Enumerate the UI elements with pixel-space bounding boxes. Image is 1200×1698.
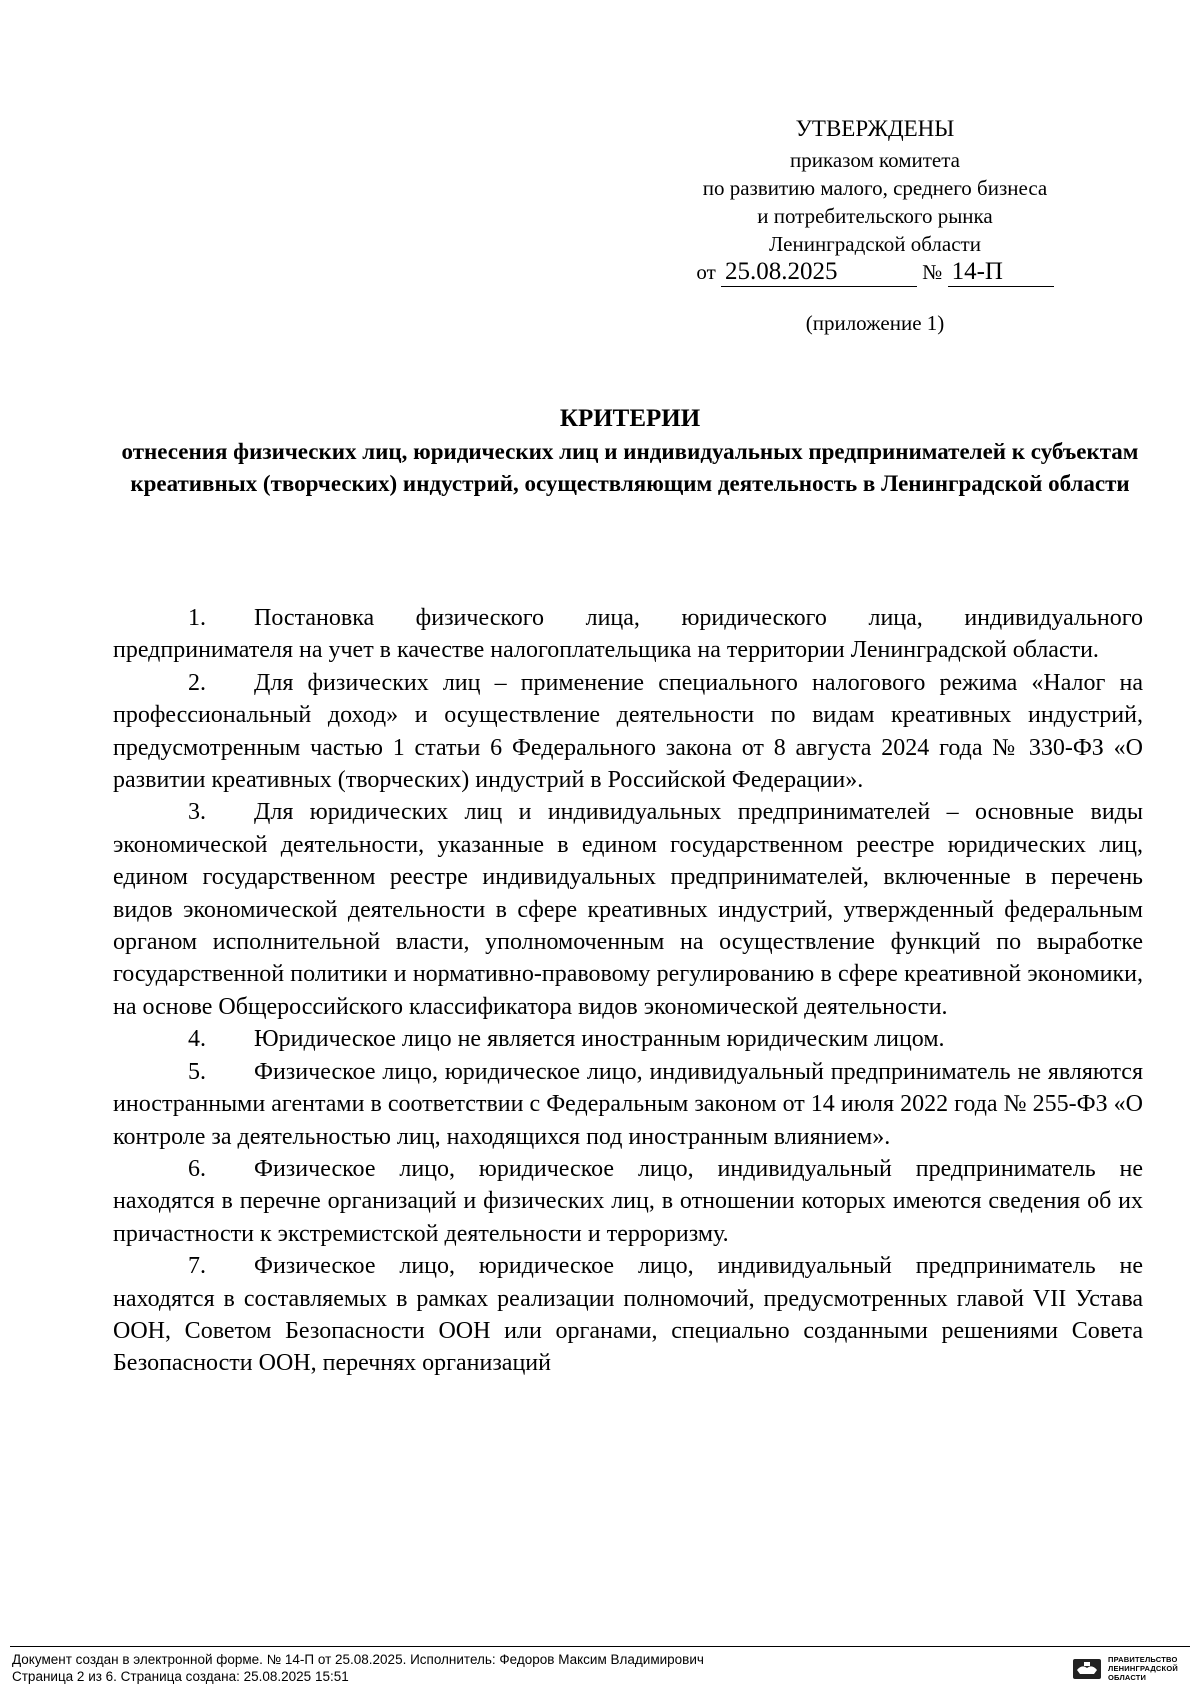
- coat-of-arms-icon: [1072, 1656, 1102, 1682]
- item-number: 1.: [188, 605, 206, 631]
- government-label: [1108, 1655, 1178, 1682]
- item-number: 2.: [188, 669, 206, 696]
- gov-line: ЛЕНИНГРАДСКОЙ: [1108, 1664, 1178, 1673]
- criteria-list: [113, 602, 1143, 1380]
- footer-info: [12, 1651, 704, 1685]
- gov-line: ПРАВИТЕЛЬСТВО: [1108, 1655, 1178, 1664]
- footer-line-document: Документ создан в электронной форме. № 14-П от 25.08.2025. Исполнитель: Федоров Максим Владимирович: [12, 1652, 704, 1667]
- item-text: Физическое лицо, юридическое лицо, индивидуальный предприниматель не являются иностранными агентами в соответствии с Федеральным законом от 14 июля 2022 года № 255-ФЗ «О контроле за деятельностью лиц, находящихся под иностранным влиянием».: [113, 1058, 1143, 1150]
- appendix-label: (приложение 1): [805, 311, 945, 335]
- date-prefix: от: [696, 260, 716, 284]
- approval-line: Ленинградской области: [769, 232, 981, 256]
- title-subtitle: отнесения физических лиц, юридических лиц и индивидуальных предпринимателей к субъектам креативных (творческих) индустрий, осуществляющим деятельность в Ленинградской области: [121, 439, 1139, 496]
- approval-heading: УТВЕРЖДЕНЫ: [795, 116, 955, 141]
- document-title: [110, 402, 1150, 500]
- gov-line: ОБЛАСТИ: [1108, 1673, 1147, 1682]
- item-text: Физическое лицо, юридическое лицо, индивидуальный предприниматель не находятся в перечне организаций и физических лиц, в отношении которых имеются сведения об их причастности к экстремистской деятельности и терроризму.: [113, 1155, 1143, 1247]
- item-number: 7.: [188, 1253, 206, 1280]
- list-item: [113, 602, 1143, 667]
- footer-divider: [10, 1646, 1190, 1647]
- list-item: [113, 667, 1143, 797]
- page-footer: [0, 1646, 1200, 1698]
- approval-block: [640, 112, 1110, 337]
- item-text: Для юридических лиц и индивидуальных предпринимателей – основные виды экономической деятельности, указанные в едином государственном реестре юридических лиц, едином государственном реестре индивидуальных предпринимателей, включенные в перечень видов экономической деятельности в сфере креативных индустрий, утвержденный федеральным органом исполнительной власти, уполномоченным на осуществление функций по выработке государственной политики и нормативно-правовому регулированию в сфере креативной экономики, на основе Общероссийского классификатора видов экономической деятельности.: [113, 799, 1143, 1020]
- approval-line: и потребительского рынка: [757, 204, 993, 228]
- item-text: Для физических лиц – применение специального налогового режима «Налог на профессиональный доход» и осуществление деятельности по видам креативных индустрий, предусмотренным частью 1 статьи 6 Федерального закона от 8 августа 2024 года № 330-ФЗ «О развитии креативных (творческих) индустрий в Российской Федерации».: [113, 669, 1143, 794]
- order-date: 25.08.2025: [721, 258, 917, 287]
- approval-line: по развитию малого, среднего бизнеса: [702, 176, 1048, 200]
- item-number: 3.: [188, 799, 206, 826]
- list-item: [113, 1153, 1143, 1250]
- item-number: 5.: [188, 1058, 206, 1085]
- item-text: Юридическое лицо не является иностранным юридическим лицом.: [254, 1026, 945, 1053]
- list-item: [113, 796, 1143, 1023]
- approval-line: приказом комитета: [789, 148, 960, 172]
- item-number: 6.: [188, 1155, 206, 1182]
- list-item: [113, 1056, 1143, 1153]
- item-text: Постановка физического лица, юридического лица, индивидуального предпринимателя на учет в качестве налогоплательщика на территории Ленинградской области.: [113, 605, 1143, 664]
- list-item: [113, 1250, 1143, 1380]
- item-number: 4.: [188, 1026, 206, 1053]
- list-item: [113, 1023, 1143, 1055]
- number-prefix: №: [922, 260, 943, 284]
- title-main: КРИТЕРИИ: [559, 405, 701, 432]
- order-date-number: [640, 258, 1110, 287]
- order-number: 14-П: [948, 258, 1054, 287]
- item-text: Физическое лицо, юридическое лицо, индивидуальный предприниматель не находятся в составляемых в рамках реализации полномочий, предусмотренных главой VII Устава ООН, Советом Безопасности ООН или органами, специально созданными решениями Совета Безопасности ООН, перечнях организаций: [113, 1253, 1143, 1377]
- footer-line-page: Страница 2 из 6. Страница создана: 25.08.2025 15:51: [12, 1669, 349, 1684]
